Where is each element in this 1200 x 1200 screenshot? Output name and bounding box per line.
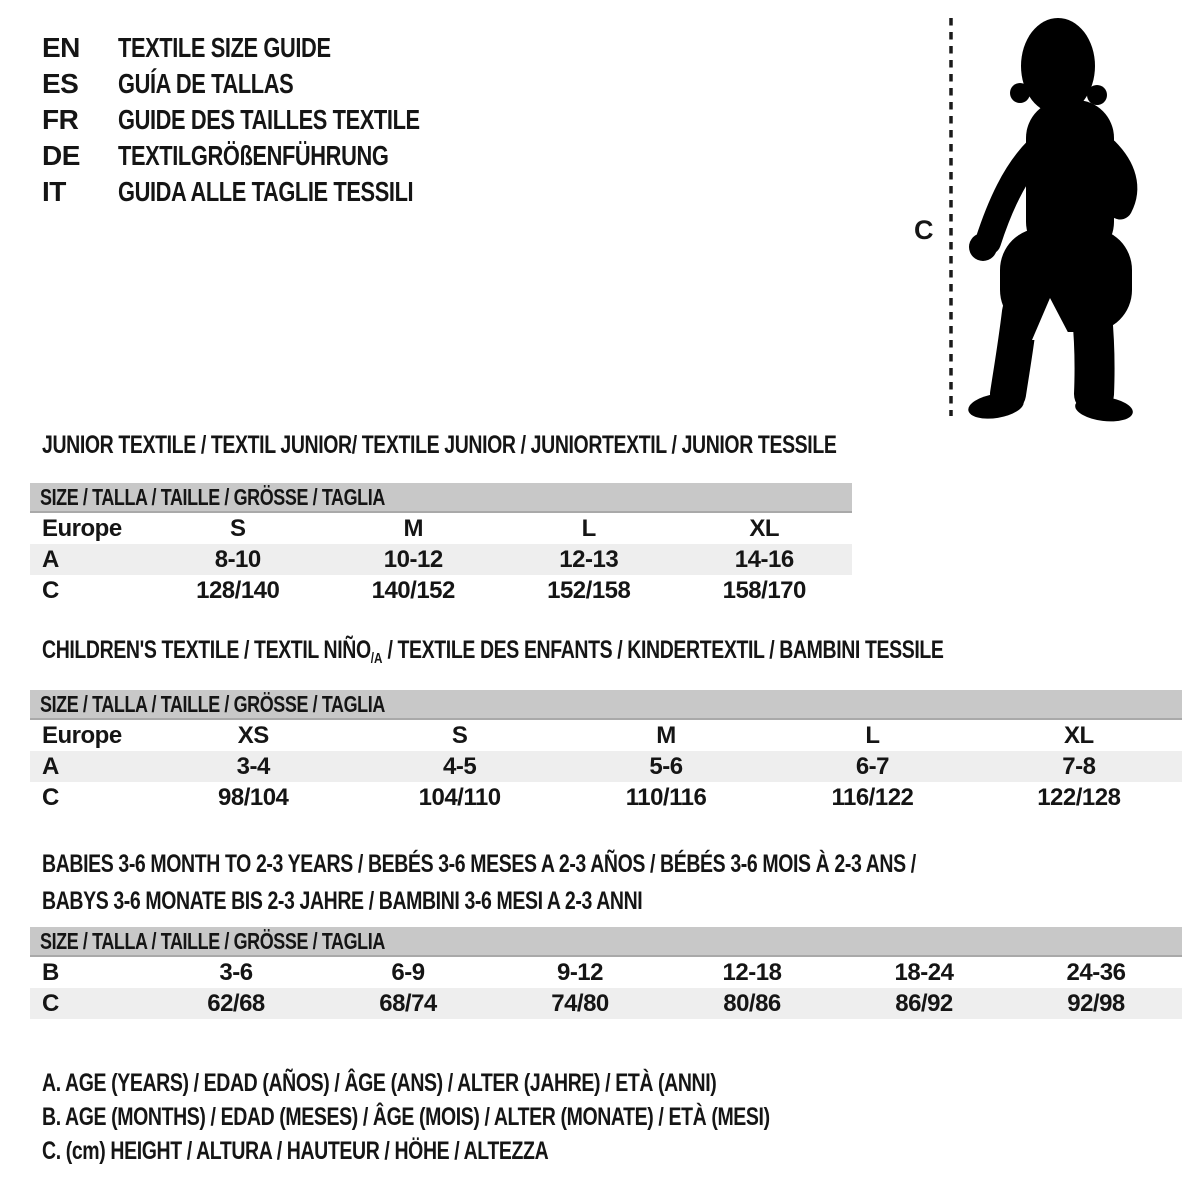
size-cell: 128/140	[196, 576, 280, 604]
row-label: A	[42, 545, 59, 573]
size-table-header	[30, 483, 852, 513]
row-label: C	[42, 783, 59, 811]
section-heading-text: BABYS 3-6 MONATE BIS 2-3 JAHRE / BAMBINI 3-6 MESI A 2-3 ANNI	[42, 887, 643, 915]
size-table-header	[30, 927, 1182, 957]
size-cell: XS	[237, 721, 269, 749]
size-cell: 122/128	[1037, 783, 1121, 811]
size-cell: 5-6	[649, 752, 683, 780]
size-cell: 6-7	[855, 752, 890, 780]
table-row-age-months	[30, 957, 1182, 988]
language-title-block	[42, 30, 505, 210]
section-heading-babies	[42, 846, 1162, 920]
size-table-header-text: SIZE / TALLA / TAILLE / GRÖSSE / TAGLIA	[40, 483, 385, 510]
language-row-it	[42, 174, 505, 210]
size-table-header-text: SIZE / TALLA / TAILLE / GRÖSSE / TAGLIA	[40, 690, 385, 717]
language-code: ES	[42, 68, 79, 99]
size-cell: 9-12	[556, 958, 604, 986]
table-row-height	[30, 782, 1182, 813]
size-table-header-text: SIZE / TALLA / TAILLE / GRÖSSE / TAGLIA	[40, 927, 385, 954]
row-label: Europe	[42, 514, 122, 542]
size-cell: 4-5	[443, 752, 477, 780]
size-cell: 152/158	[547, 576, 631, 604]
size-cell: 140/152	[371, 576, 455, 604]
size-cell: XL	[749, 514, 780, 542]
footnote-age-months: B. AGE (MONTHS) / EDAD (MESES) / ÂGE (MOIS) / ALTER (MONATE) / ETÀ (MESI)	[42, 1102, 770, 1131]
size-cell: M	[656, 721, 676, 749]
language-row-de	[42, 138, 505, 174]
row-label: A	[42, 752, 59, 780]
size-cell: 116/122	[831, 783, 914, 811]
size-cell: XL	[1063, 721, 1094, 749]
size-cell: 3-4	[236, 752, 270, 780]
size-cell: L	[865, 721, 880, 749]
babies-size-table	[30, 927, 1182, 1019]
row-label: B	[42, 958, 59, 986]
height-measure-label: C	[914, 215, 934, 245]
size-cell: 158/170	[722, 576, 806, 604]
size-cell: 80/86	[723, 989, 781, 1017]
table-row-europe	[30, 513, 852, 544]
junior-size-table	[30, 483, 852, 606]
section-heading-text: CHILDREN'S TEXTILE / TEXTIL $NIÑO_{/A}$ / TEXTILE DES ENFANTS / KINDERTEXTIL / BAMBINI TESSILE	[42, 636, 944, 667]
size-cell: 92/98	[1067, 989, 1125, 1017]
footnotes	[42, 1066, 975, 1168]
size-cell: L	[581, 514, 596, 542]
language-title: GUÍA DE TALLAS	[118, 68, 294, 99]
language-code: FR	[42, 104, 79, 135]
table-row-height	[30, 575, 852, 606]
toddler-silhouette-icon	[966, 18, 1134, 424]
language-title: TEXTILGRÖßENFÜHRUNG	[118, 140, 389, 171]
table-row-age-years	[30, 751, 1182, 782]
footnote-age-years: A. AGE (YEARS) / EDAD (AÑOS) / ÂGE (ANS) / ALTER (JAHRE) / ETÀ (ANNI)	[42, 1068, 717, 1097]
size-cell: 24-36	[1066, 958, 1126, 986]
size-cell: 6-9	[391, 958, 425, 986]
size-cell: 68/74	[379, 989, 437, 1017]
size-table-header	[30, 690, 1182, 720]
row-label: Europe	[42, 721, 122, 749]
size-cell: 104/110	[418, 783, 501, 811]
size-cell: 110/116	[625, 783, 707, 811]
nino-a-subscript: /A	[370, 650, 383, 667]
row-label: C	[42, 989, 59, 1017]
size-cell: 3-6	[219, 958, 253, 986]
language-title: GUIDA ALLE TAGLIE TESSILI	[118, 176, 414, 207]
size-cell: 10-12	[383, 545, 443, 573]
size-cell: S	[451, 721, 468, 749]
language-code: EN	[42, 32, 80, 63]
language-row-fr	[42, 102, 505, 138]
size-cell: 8-10	[214, 545, 261, 573]
language-code: DE	[42, 140, 80, 171]
size-cell: 74/80	[551, 989, 609, 1017]
row-label: C	[42, 576, 59, 604]
size-cell: M	[403, 514, 423, 542]
size-cell: 86/92	[895, 989, 953, 1017]
section-heading-text: JUNIOR TEXTILE / TEXTIL JUNIOR/ TEXTILE JUNIOR / JUNIORTEXTIL / JUNIOR TESSILE	[42, 431, 837, 459]
size-cell: 12-18	[722, 958, 782, 986]
children-size-table	[30, 690, 1182, 813]
language-title: GUIDE DES TAILLES TEXTILE	[118, 104, 420, 135]
footnote-height: C. (cm) HEIGHT / ALTURA / HAUTEUR / HÖHE / ALTEZZA	[42, 1136, 549, 1165]
section-heading-text: BABIES 3-6 MONTH TO 2-3 YEARS / BEBÉS 3-6 MESES A 2-3 AÑOS / BÉBÉS 3-6 MOIS À 2-3 ANS /	[42, 850, 916, 878]
table-row-europe	[30, 720, 1182, 751]
size-cell: 98/104	[218, 783, 289, 811]
section-heading-children	[42, 638, 1198, 671]
size-cell: 18-24	[894, 958, 954, 986]
language-code: IT	[42, 176, 66, 207]
language-row-en	[42, 30, 505, 66]
table-row-height	[30, 988, 1182, 1019]
language-title: TEXTILE SIZE GUIDE	[118, 32, 331, 63]
size-cell: S	[229, 514, 246, 542]
size-cell: 62/68	[207, 989, 265, 1017]
language-row-es	[42, 66, 505, 102]
size-cell: 12-13	[559, 545, 619, 573]
section-heading-junior	[42, 433, 1061, 458]
size-cell: 14-16	[734, 545, 794, 573]
table-row-age-years	[30, 544, 852, 575]
size-cell: 7-8	[1062, 752, 1096, 780]
